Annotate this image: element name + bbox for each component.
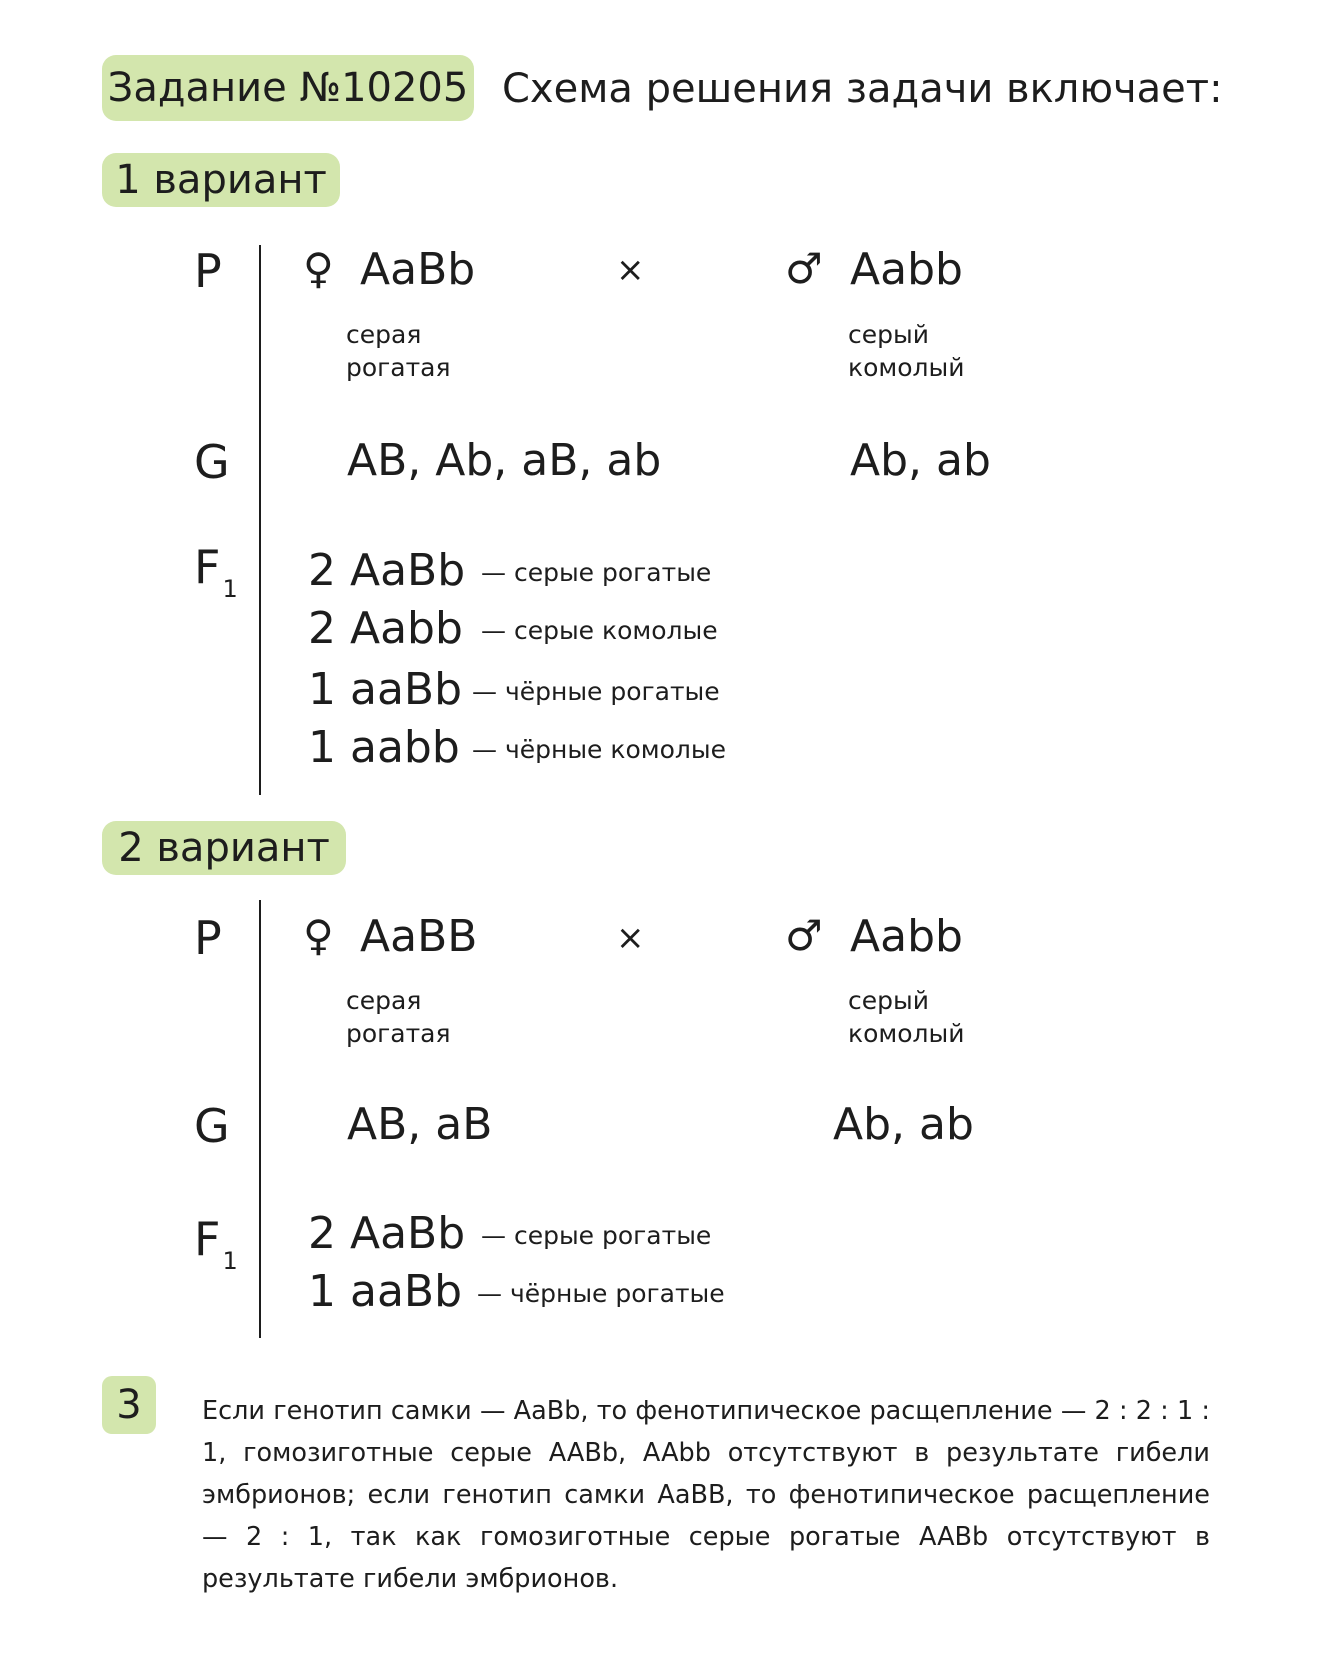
v1-male-phenotype	[848, 318, 1068, 384]
variant-1-divider	[259, 245, 261, 795]
female-symbol-icon: ♀	[303, 911, 334, 960]
v2-offspring-1-desc: — серые рогатые	[481, 1221, 712, 1250]
variant-2-badge: 2 вариант	[102, 821, 346, 875]
v2-cross-symbol: ×	[616, 918, 645, 958]
v2-gametes-male: Ab, ab	[833, 1099, 974, 1150]
v1-offspring-3-desc: — чёрные рогатые	[472, 677, 720, 706]
male-symbol-icon: ♂	[785, 911, 823, 960]
v2-female-phenotype-line2: рогатая	[346, 1019, 451, 1048]
v2-offspring-2-count: 1 aaBb	[308, 1266, 463, 1317]
v1-offspring-2-desc: — серые комолые	[481, 616, 718, 645]
female-symbol-icon: ♀	[303, 244, 334, 293]
v2-female-phenotype	[346, 984, 566, 1050]
v1-gametes-female: AB, Ab, aB, ab	[347, 435, 662, 486]
v2-offspring-2-desc: — чёрные рогатые	[477, 1279, 725, 1308]
v1-offspring-3-count: 1 aaBb	[308, 664, 463, 715]
v1-gametes-male: Ab, ab	[850, 435, 991, 486]
v1-offspring-4-count: 1 aabb	[308, 722, 460, 773]
conclusion-text: Если генотип самки — AaBb, то фенотипическое расщепление — 2 : 2 : 1 : 1, гомозиготные серые AABb, AAbb отсутствуют в результате гибели эмбрионов; если генотип самки AaBB, то фенотипическое расщепление — 2 : 1, так как гомозиготные серые рогатые AABb отсутствуют в результате гибели эмбрионов.	[202, 1396, 1210, 1594]
v2-label-f-subscript: 1	[222, 1247, 238, 1275]
v1-label-g: G	[194, 435, 230, 489]
task-number-badge: Задание №10205	[102, 55, 474, 121]
variant-2-divider	[259, 900, 261, 1338]
v2-gametes-female: AB, aB	[347, 1099, 493, 1150]
v1-offspring-1-count: 2 AaBb	[308, 545, 466, 596]
v2-female-genotype: AaBB	[360, 911, 478, 962]
v2-female-phenotype-line1: серая	[346, 986, 422, 1015]
section-3-badge: 3	[102, 1376, 156, 1434]
v2-label-p: P	[194, 911, 222, 965]
v1-female-phenotype-line1: серая	[346, 320, 422, 349]
v2-male-phenotype-line2: комолый	[848, 1019, 965, 1048]
v2-male-phenotype-line1: серый	[848, 986, 929, 1015]
v1-female-phenotype-line2: рогатая	[346, 353, 451, 382]
v2-offspring-1-count: 2 AaBb	[308, 1208, 466, 1259]
v2-male-genotype: Aabb	[850, 911, 963, 962]
v2-label-f: F	[194, 1212, 221, 1266]
v2-label-f1	[194, 1212, 238, 1275]
v1-label-p: P	[194, 244, 222, 298]
v1-male-phenotype-line2: комолый	[848, 353, 965, 382]
v1-offspring-1-desc: — серые рогатые	[481, 558, 712, 587]
v1-offspring-2-count: 2 Aabb	[308, 603, 463, 654]
v1-female-genotype: AaBb	[360, 244, 476, 295]
v1-female-phenotype	[346, 318, 566, 384]
v1-label-f: F	[194, 540, 221, 594]
male-symbol-icon: ♂	[785, 244, 823, 293]
v2-label-g: G	[194, 1099, 230, 1153]
variant-1-badge: 1 вариант	[102, 153, 340, 207]
v1-cross-symbol: ×	[616, 250, 645, 290]
v1-offspring-4-desc: — чёрные комолые	[472, 735, 727, 764]
v1-label-f-subscript: 1	[222, 575, 238, 603]
v2-male-phenotype	[848, 984, 1068, 1050]
v1-male-phenotype-line1: серый	[848, 320, 929, 349]
page-title: Схема решения задачи включает:	[502, 66, 1223, 112]
v1-label-f1	[194, 540, 238, 603]
v1-male-genotype: Aabb	[850, 244, 963, 295]
